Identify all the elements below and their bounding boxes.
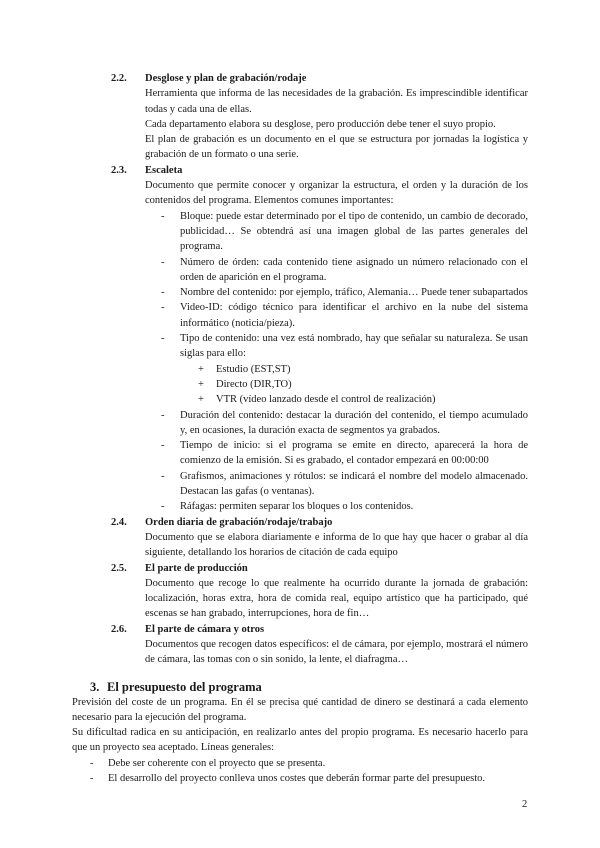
list-item-text: Tipo de contenido: una vez está nombrado, hay que señalar su naturaleza. Se usan siglas para ello: <box>180 333 528 360</box>
bullet-dash-icon: - <box>161 287 165 299</box>
list-item-text: Número de órden: cada contenido tiene asignado un número relacionado con el orden de aparición en el programa. <box>180 256 528 283</box>
list-item-text: Debe ser coherente con el proyecto que se presenta. <box>108 757 326 769</box>
paragraph: Documentos que recogen datos específicos: el de cámara, por ejemplo, mostrará el número de cámara, las tomas con o sin sonido, la lente, el diafragma… <box>145 638 528 666</box>
section-3 <box>0 679 600 787</box>
page-content <box>0 71 600 786</box>
list-item <box>90 756 528 771</box>
list-item-text: Video-ID: código técnico para identificar el archivo en la nube del sistema informático (noticia/pieza). <box>180 302 528 329</box>
paragraph: Cada departamento elabora su desglose, pero producción debe tener el suyo propio. <box>145 118 496 130</box>
bullet-plus-icon: + <box>198 378 204 390</box>
section-heading <box>0 561 600 576</box>
list-item-text: Nombre del contenido: por ejemplo, tráfico, Alemania… Puede tener subapartados <box>180 287 528 299</box>
bullet-dash-icon: - <box>161 470 165 482</box>
section-heading <box>0 679 600 695</box>
list-item <box>161 438 528 469</box>
section-title: El parte de producción <box>145 562 248 574</box>
section-number: 2.5. <box>111 562 127 574</box>
intro-paragraph: Documento que permite conocer y organizar la estructura, el orden y la duración de los contenidos del programa. Elementos comunes importantes: <box>145 180 528 207</box>
page-number: 2 <box>522 799 528 810</box>
section-2-2 <box>0 71 600 163</box>
list-item <box>161 285 528 300</box>
section-title: Escaleta <box>145 164 183 176</box>
section-number: 2.3. <box>111 164 127 176</box>
paragraph: Herramienta que informa de las necesidades de la grabación. Es imprescindible identificar todas y cada una de ellas. <box>145 88 528 115</box>
section-number: 3. <box>90 679 100 694</box>
paragraph: Documento que se elabora diariamente e informa de lo que hay que hacer o grabar al día siguiente, detallando los horarios de citación de cada equipo <box>145 531 528 559</box>
bullet-dash-icon: - <box>90 773 94 785</box>
sub-list-item <box>198 377 528 392</box>
section-2-6 <box>0 622 600 668</box>
bullet-dash-icon: - <box>90 757 94 769</box>
sub-list-item <box>198 392 528 407</box>
list-item <box>161 408 528 439</box>
section-heading <box>0 71 600 86</box>
list-item <box>161 255 528 286</box>
sub-list-item-text: VTR (vídeo lanzado desde el control de realización) <box>216 394 436 406</box>
list-item-text: Duración del contenido: destacar la duración del contenido, el tiempo acumulado y, en ocasiones, la duración exacta de segmentos ya grabados. <box>180 409 528 436</box>
bullet-plus-icon: + <box>198 363 204 375</box>
bullet-dash-icon: - <box>161 210 165 222</box>
section-title: Orden diaria de grabación/rodaje/trabajo <box>145 516 333 528</box>
list-item <box>161 209 528 255</box>
paragraph: Su dificultad radica en su anticipación, en realizarlo antes del propio programa. Es necesario hacerlo para que un proyecto sea aceptado. Líneas generales: <box>72 727 528 754</box>
section-title: Desglose y plan de grabación/rodaje <box>145 73 307 84</box>
section-number: 2.6. <box>111 623 127 635</box>
list-item-text: El desarrollo del proyecto conlleva unos costes que deberán formar parte del presupuesto. <box>108 773 485 785</box>
bullet-dash-icon: - <box>161 256 165 268</box>
section-number: 2.2. <box>111 73 127 84</box>
list-item-text: Grafismos, animaciones y rótulos: se indicará el nombre del modelo almacenado. Destacan las gafas (o ventanas). <box>180 470 528 498</box>
list-item <box>161 331 528 362</box>
list-item-text: Bloque: puede estar determinado por el tipo de contenido, un cambio de decorado, publicidad… Se obtendrá así una imagen global de las partes generales del programa. <box>180 210 528 253</box>
bullet-dash-icon: - <box>161 409 165 421</box>
list-item-text: Ráfagas: permiten separar los bloques o los contenidos. <box>180 501 414 513</box>
bullet-plus-icon: + <box>198 394 204 406</box>
bullet-dash-icon: - <box>161 333 165 345</box>
list-item-text: Tiempo de inicio: si el programa se emite en directo, aparecerá la hora de comienzo de la emisión. Si es grabado, el contador empezará en 00:00:00 <box>180 440 528 467</box>
bullet-dash-icon: - <box>161 440 165 452</box>
section-heading <box>0 622 600 637</box>
sub-list-item <box>198 362 528 377</box>
list-item <box>161 469 528 500</box>
section-title: El presupuesto del programa <box>107 679 262 694</box>
bullet-dash-icon: - <box>161 501 165 513</box>
list-item <box>161 300 528 331</box>
bullet-dash-icon: - <box>161 302 165 314</box>
section-2-4 <box>0 515 600 561</box>
sub-list-item-text: Directo (DIR,TO) <box>216 378 292 390</box>
list-item <box>161 499 528 514</box>
section-2-3 <box>0 163 600 515</box>
list-item <box>90 771 528 786</box>
sub-list-item-text: Estudio (EST,ST) <box>216 363 291 375</box>
section-heading <box>0 515 600 530</box>
paragraph: El plan de grabación es un documento en el que se estructura por jornadas la logística y grabación de un formato o una serie. <box>145 134 528 161</box>
section-title: El parte de cámara y otros <box>145 623 265 635</box>
section-heading <box>0 163 600 178</box>
paragraph: Documento que recoge lo que realmente ha ocurrido durante la jornada de grabación: localización, horas extra, hora de comida real, equipo artístico que ha participado, qué escenas se han grabado, interrupciones, hora de fin… <box>145 577 528 620</box>
paragraph: Previsión del coste de un programa. En él se precisa qué cantidad de dinero se destinará a cada elemento necesario para la ejecución del programa. <box>72 696 528 723</box>
section-number: 2.4. <box>111 516 127 528</box>
section-2-5 <box>0 561 600 622</box>
